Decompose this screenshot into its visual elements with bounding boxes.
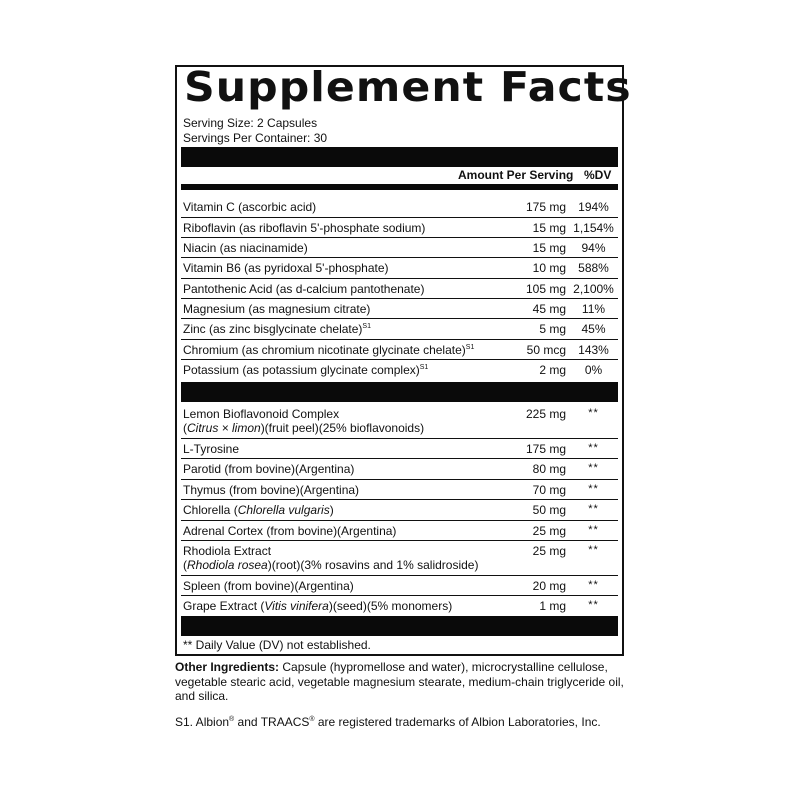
superscript-s1: S1 [419, 364, 429, 371]
nutrient-dv: 0% [584, 363, 603, 377]
nutrient-row [181, 258, 618, 279]
ingredient-dv: ** [588, 483, 599, 495]
nutrient-amount: 175 mg [525, 200, 566, 214]
nutrient-dv: 11% [581, 302, 606, 316]
nutrient-dv: 45% [581, 322, 606, 336]
ingredient-dv: ** [588, 524, 599, 536]
nutrient-dv: 1,154% [573, 221, 614, 235]
nutrient-name-wrap [183, 322, 371, 336]
nutrient-dv: 588% [578, 261, 609, 275]
superscript-s1: S1 [362, 323, 371, 330]
ingredient-name [183, 599, 452, 613]
ingredient-name: Spleen (from bovine)(Argentina) [183, 579, 354, 593]
ingredient-amount: 175 mg [525, 442, 566, 456]
servings-per-container: Servings Per Container: 30 [183, 131, 328, 145]
ingredient-name [183, 407, 424, 435]
nutrient-name: Magnesium (as magnesium citrate) [183, 302, 371, 316]
ingredient-name-suffix: )(seed)(5% monomers) [328, 599, 453, 613]
nutrient-amount: 2 mg [539, 363, 566, 377]
ingredient-name-prefix: Chlorella ( [183, 503, 238, 517]
ingredient-name-suffix: ) [329, 503, 334, 517]
nutrient-row [181, 238, 618, 258]
ingredient-row [181, 459, 618, 480]
ingredient-latin-name: Citrus × limon [187, 421, 261, 435]
nutrient-dv: 2,100% [573, 282, 614, 296]
nutrient-amount: 105 mg [525, 282, 566, 296]
panel-title: Supplement Facts [184, 63, 632, 111]
thick-divider-middle [181, 382, 618, 402]
nutrient-row [181, 279, 618, 299]
amount-header: Amount Per Serving [458, 168, 574, 182]
ingredient-name: Thymus (from bovine)(Argentina) [183, 483, 360, 497]
ingredient-row [181, 576, 618, 596]
ingredient-amount: 80 mg [532, 462, 566, 476]
nutrient-name: Vitamin B6 (as pyridoxal 5'-phosphate) [183, 261, 389, 275]
ingredient-dv: ** [588, 544, 599, 556]
nutrient-name: Vitamin C (ascorbic acid) [183, 200, 317, 214]
serving-size: Serving Size: 2 Capsules [183, 116, 318, 130]
ingredient-name [183, 503, 334, 517]
nutrient-name: Potassium (as potassium glycinate complex) [183, 363, 420, 377]
ingredient-latin-name: Vitis vinifera [264, 599, 329, 613]
ingredient-amount: 50 mg [532, 503, 566, 517]
ingredient-dv: ** [588, 442, 599, 454]
ingredient-row [181, 541, 618, 576]
nutrient-name-wrap [183, 343, 474, 357]
ingredient-row [181, 480, 618, 500]
ingredient-latin-name: Chlorella vulgaris [237, 503, 330, 517]
ingredient-name-line1: Lemon Bioflavonoid Complex [183, 407, 340, 421]
other-ingredients-label: Other Ingredients: [175, 660, 280, 674]
nutrient-name: Riboflavin (as riboflavin 5'-phosphate sodium) [183, 221, 426, 235]
nutrient-amount: 10 mg [532, 261, 566, 275]
nutrient-row [181, 197, 618, 218]
ingredient-name: L-Tyrosine [183, 442, 240, 456]
nutrient-row [181, 218, 618, 238]
trademark-prefix: S1. Albion [175, 715, 230, 729]
dv-footnote: ** Daily Value (DV) not established. [183, 638, 371, 652]
nutrient-row [181, 299, 618, 319]
trademark-note [175, 715, 601, 729]
thick-divider-top [181, 147, 618, 167]
ingredient-amount: 1 mg [539, 599, 566, 613]
nutrient-row [181, 360, 618, 381]
ingredient-name-line2: )(fruit peel)(25% bioflavonoids) [260, 421, 425, 435]
nutrient-name: Niacin (as niacinamide) [183, 241, 308, 255]
dv-header: %DV [584, 168, 612, 182]
ingredient-row [181, 404, 618, 439]
nutrient-amount: 15 mg [532, 221, 566, 235]
ingredient-name-prefix: Grape Extract ( [183, 599, 265, 613]
ingredient-name-line2: )(root)(3% rosavins and 1% salidroside) [267, 558, 479, 572]
ingredient-row [181, 500, 618, 521]
trademark-middle: and TRAACS [234, 715, 310, 729]
ingredient-dv: ** [588, 407, 599, 419]
nutrient-name: Zinc (as zinc bisglycinate chelate) [183, 322, 363, 336]
ingredient-amount: 25 mg [532, 524, 566, 538]
ingredient-amount: 20 mg [532, 579, 566, 593]
registered-mark: ® [229, 716, 235, 723]
nutrient-amount: 15 mg [532, 241, 566, 255]
nutrient-dv: 94% [581, 241, 606, 255]
ingredient-amount: 225 mg [525, 407, 566, 421]
other-ingredients-paragraph [175, 660, 635, 704]
ingredient-dv: ** [588, 462, 599, 474]
ingredient-dv: ** [588, 503, 599, 515]
superscript-s1: S1 [465, 344, 475, 351]
ingredient-row [181, 596, 618, 616]
ingredient-name [183, 544, 478, 572]
other-ingredients-text: Capsule (hypromellose and water), microcrystalline cellulose, vegetable stearic acid, vegetable magnesium stearate, medium-chain triglyceride oil, and silica. [175, 660, 624, 703]
ingredient-latin-name: Rhodiola rosea [187, 558, 268, 572]
nutrient-name: Chromium (as chromium nicotinate glycinate chelate) [183, 343, 466, 357]
ingredient-amount: 70 mg [532, 483, 566, 497]
nutrient-dv: 143% [578, 343, 609, 357]
ingredient-name-line1: Rhodiola Extract [183, 544, 272, 558]
registered-mark: ® [309, 716, 315, 723]
trademark-suffix: are registered trademarks of Albion Laboratories, Inc. [314, 715, 601, 729]
nutrient-row [181, 340, 618, 360]
ingredient-amount: 25 mg [532, 544, 566, 558]
supplement-facts-panel [175, 63, 632, 656]
nutrient-amount: 50 mcg [526, 343, 566, 357]
ingredient-dv: ** [588, 599, 599, 611]
ingredient-name: Parotid (from bovine)(Argentina) [183, 462, 355, 476]
nutrient-name-wrap [183, 363, 428, 377]
nutrient-amount: 5 mg [539, 322, 566, 336]
nutrient-dv: 194% [578, 200, 609, 214]
ingredient-row [181, 521, 618, 541]
nutrient-amount: 45 mg [532, 302, 566, 316]
medium-divider [181, 184, 618, 190]
ingredient-paren: ( [183, 558, 187, 572]
ingredient-paren: ( [183, 421, 187, 435]
ingredient-dv: ** [588, 579, 599, 591]
nutrient-row [181, 319, 618, 340]
ingredient-name: Adrenal Cortex (from bovine)(Argentina) [183, 524, 397, 538]
thick-divider-bottom [181, 616, 618, 636]
nutrient-name: Pantothenic Acid (as d-calcium pantothenate) [183, 282, 425, 296]
ingredient-row [181, 439, 618, 459]
